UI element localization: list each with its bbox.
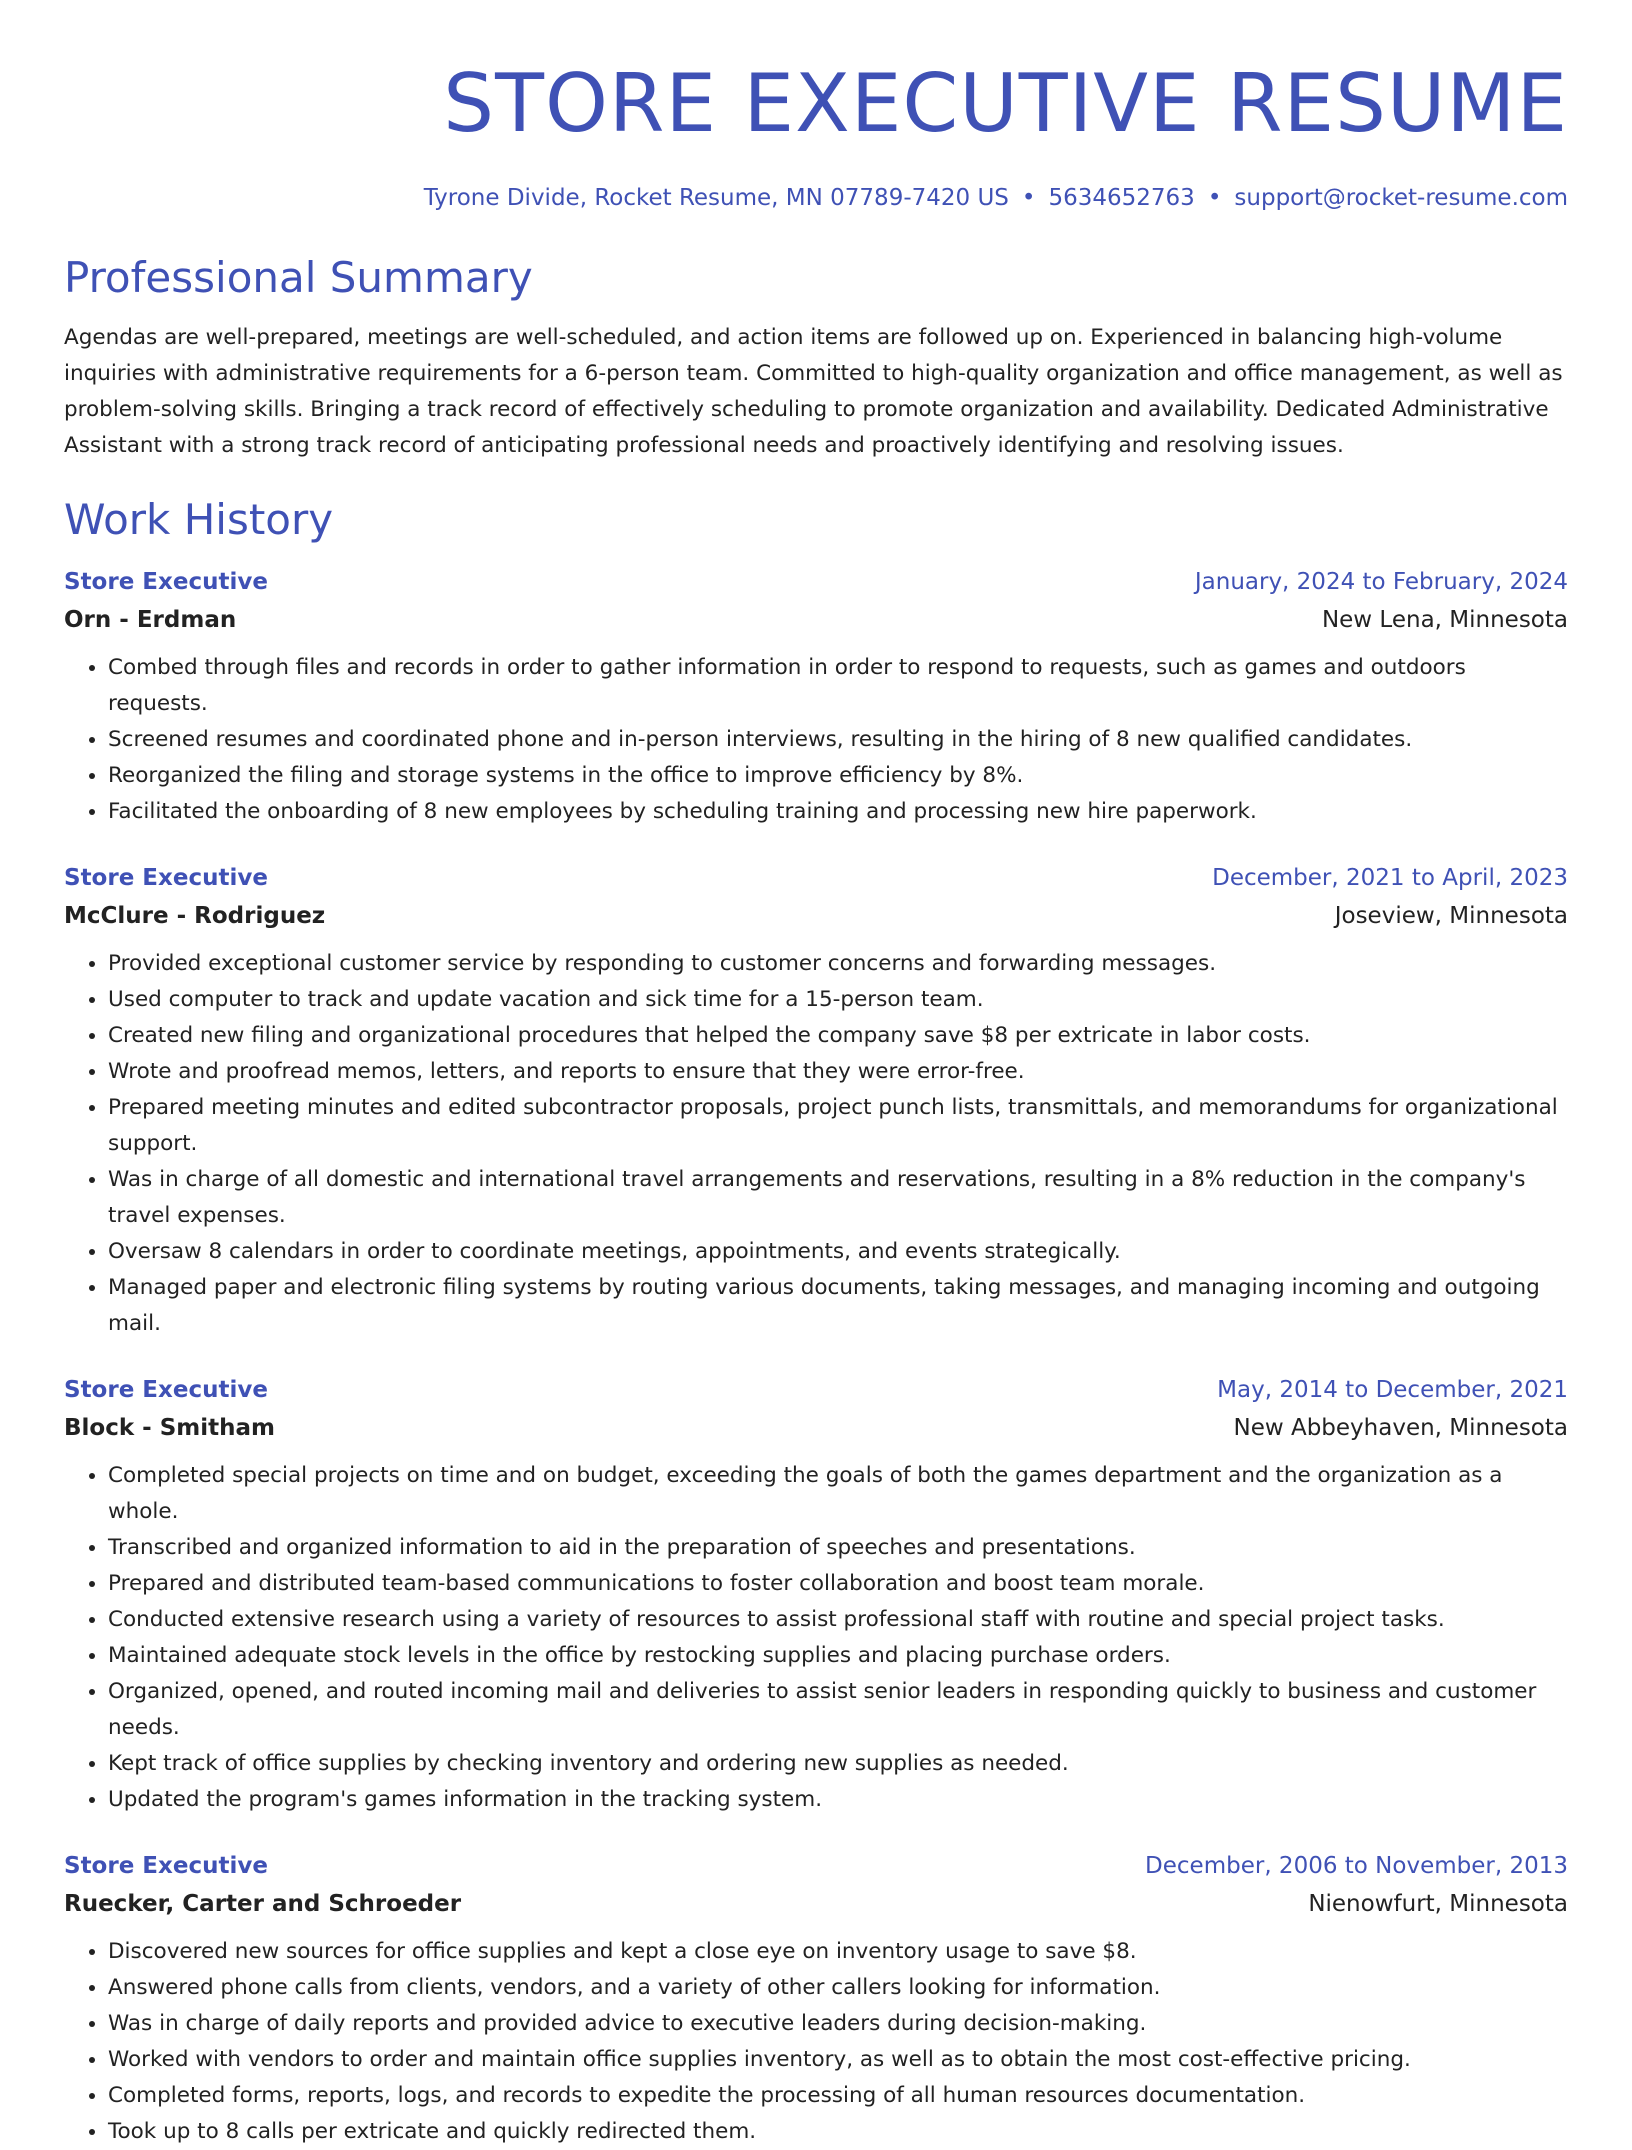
- contact-address: Tyrone Divide, Rocket Resume, MN 07789-7420 US: [423, 185, 1009, 211]
- job-entry: [64, 860, 1568, 1342]
- resume-title: STORE EXECUTIVE RESUME: [443, 57, 1568, 150]
- contact-separator: •: [1207, 185, 1222, 211]
- job-title: Store Executive: [64, 569, 268, 595]
- job-bullet: • Prepared and distributed team-based communications to foster collaboration and boost team morale.: [108, 1566, 1568, 1602]
- job-dates: December, 2021 to April, 2023: [1212, 865, 1568, 891]
- job-bullet: • Provided exceptional customer service by responding to customer concerns and forwarding messages.: [108, 946, 1568, 982]
- job-bullet: • Transcribed and organized information to aid in the preparation of speeches and presentations.: [108, 1530, 1568, 1566]
- summary-heading: Professional Summary: [64, 253, 533, 302]
- job-bullet: • Oversaw 8 calendars in order to coordinate meetings, appointments, and events strategically.: [108, 1234, 1568, 1270]
- job-bullet: • Facilitated the onboarding of 8 new employees by scheduling training and processing new hire paperwork.: [108, 794, 1568, 830]
- summary-text: Agendas are well-prepared, meetings are well-scheduled, and action items are followed up on. Experienced in balancing high-volume inquiries with administrative requirements for a 6-person team. Committed to high-quality organization and office management, as well as problem-solving skills. Bringing a track record of effectively scheduling to promote organization and availability. Dedicated Administrative Assistant with a strong track record of anticipating professional needs and proactively identifying and resolving issues.: [64, 325, 1563, 458]
- work-history-heading: Work History: [64, 495, 334, 544]
- job-bullet: • Combed through files and records in order to gather information in order to respond to requests, such as games and outdoors requests.: [108, 650, 1568, 722]
- job-bullet: • Was in charge of daily reports and provided advice to executive leaders during decision-making.: [108, 2006, 1568, 2042]
- job-entry: [64, 1848, 1568, 2150]
- job-title: Store Executive: [64, 1853, 268, 1879]
- job-location: Joseview, Minnesota: [1334, 903, 1568, 929]
- job-bullet: • Completed special projects on time and on budget, exceeding the goals of both the games department and the organization as a whole.: [108, 1458, 1568, 1530]
- contact-separator: •: [1021, 185, 1036, 211]
- job-bullet: • Took up to 8 calls per extricate and quickly redirected them.: [108, 2114, 1568, 2150]
- job-bullet: • Worked with vendors to order and maintain office supplies inventory, as well as to obtain the most cost-effective pricing.: [108, 2042, 1568, 2078]
- job-company: Ruecker, Carter and Schroeder: [64, 1891, 462, 1917]
- job-location: New Lena, Minnesota: [1321, 607, 1568, 633]
- job-bullet: • Prepared meeting minutes and edited subcontractor proposals, project punch lists, transmittals, and memorandums for organizational support.: [108, 1090, 1568, 1162]
- job-entry: [64, 1372, 1568, 1818]
- contact-email: support@rocket-resume.com: [1234, 185, 1568, 211]
- contact-line: [64, 182, 1568, 214]
- job-bullet-list: [64, 650, 1568, 830]
- job-bullet: • Was in charge of all domestic and international travel arrangements and reservations, resulting in a 8% reduction in the company's travel expenses.: [108, 1162, 1568, 1234]
- job-title: Store Executive: [64, 1377, 268, 1403]
- job-dates: December, 2006 to November, 2013: [1145, 1853, 1568, 1879]
- resume-page: [64, 56, 1568, 2150]
- job-title: Store Executive: [64, 865, 268, 891]
- job-bullet-list: [64, 946, 1568, 1342]
- job-bullet: • Used computer to track and update vacation and sick time for a 15-person team.: [108, 982, 1568, 1018]
- job-bullet: • Reorganized the filing and storage systems in the office to improve efficiency by 8%.: [108, 758, 1568, 794]
- job-bullet-list: [64, 1458, 1568, 1818]
- job-entry: [64, 564, 1568, 830]
- job-dates: May, 2014 to December, 2021: [1217, 1377, 1568, 1403]
- job-bullet: • Screened resumes and coordinated phone and in-person interviews, resulting in the hiring of 8 new qualified candidates.: [108, 722, 1568, 758]
- job-company: McClure - Rodriguez: [64, 903, 326, 929]
- job-bullet: • Managed paper and electronic filing systems by routing various documents, taking messages, and managing incoming and outgoing mail.: [108, 1270, 1568, 1342]
- job-bullet: • Completed forms, reports, logs, and records to expedite the processing of all human resources documentation.: [108, 2078, 1568, 2114]
- job-bullet: • Conducted extensive research using a variety of resources to assist professional staff with routine and special project tasks.: [108, 1602, 1568, 1638]
- job-company: Block - Smitham: [64, 1415, 275, 1441]
- job-location: New Abbeyhaven, Minnesota: [1233, 1415, 1568, 1441]
- job-location: Nienowfurt, Minnesota: [1308, 1891, 1568, 1917]
- job-bullet: • Wrote and proofread memos, letters, and reports to ensure that they were error-free.: [108, 1054, 1568, 1090]
- job-bullet: • Kept track of office supplies by checking inventory and ordering new supplies as needed.: [108, 1746, 1568, 1782]
- job-dates: January, 2024 to February, 2024: [1194, 569, 1568, 595]
- job-bullet: • Maintained adequate stock levels in the office by restocking supplies and placing purchase orders.: [108, 1638, 1568, 1674]
- job-company: Orn - Erdman: [64, 607, 237, 633]
- contact-phone: 5634652763: [1048, 185, 1195, 211]
- job-bullet: • Updated the program's games information in the tracking system.: [108, 1782, 1568, 1818]
- job-bullet: • Organized, opened, and routed incoming mail and deliveries to assist senior leaders in responding quickly to business and customer needs.: [108, 1674, 1568, 1746]
- job-bullet-list: [64, 1934, 1568, 2150]
- job-bullet: • Created new filing and organizational procedures that helped the company save $8 per extricate in labor costs.: [108, 1018, 1568, 1054]
- job-bullet: • Answered phone calls from clients, vendors, and a variety of other callers looking for information.: [108, 1970, 1568, 2006]
- job-bullet: • Discovered new sources for office supplies and kept a close eye on inventory usage to save $8.: [108, 1934, 1568, 1970]
